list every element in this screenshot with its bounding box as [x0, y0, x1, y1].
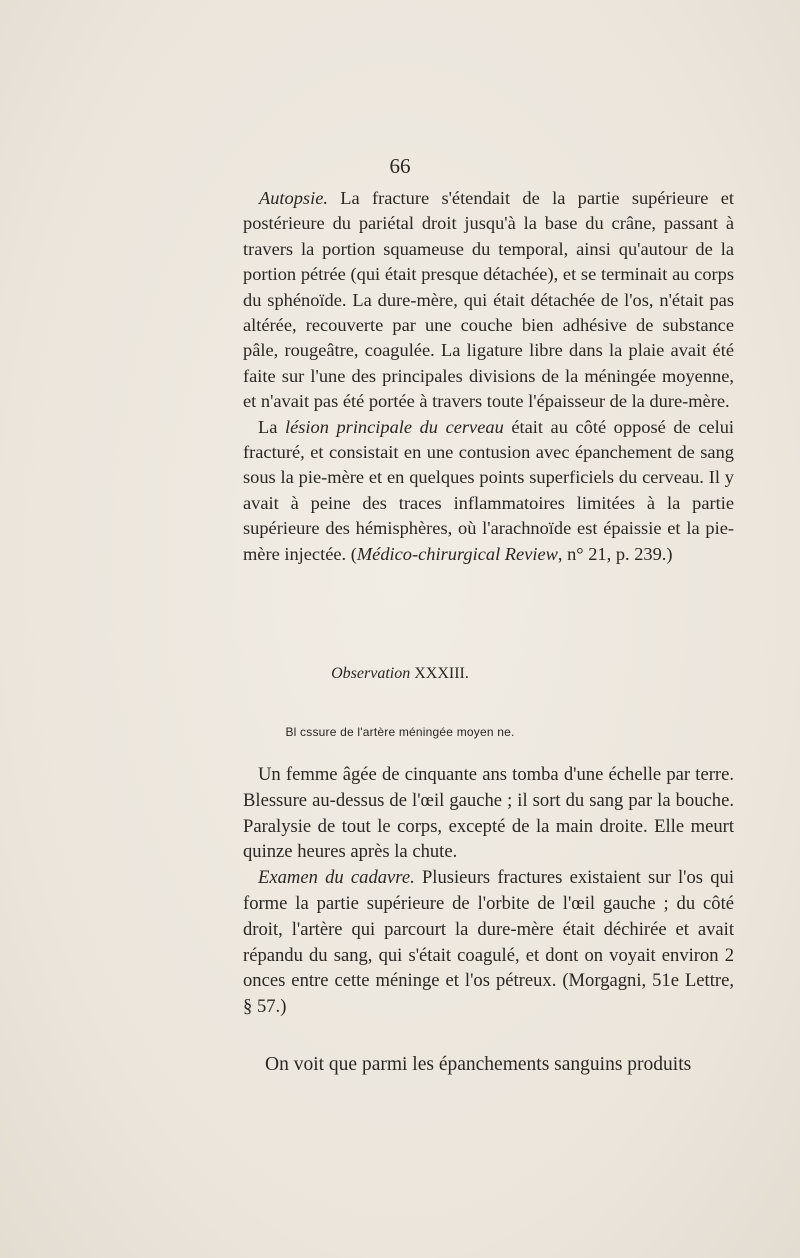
lesion-start: La [258, 416, 285, 437]
case-paragraph: Un femme âgée de cinquante ans tomba d'une échelle par terre. Blessure au-dessus de l'œil gauche ; il sort du sang par la bouche. Paralysie de tout le corps, excepté de la main droite. Elle meurt quinze heures après la chute. [243, 764, 734, 863]
lesion-text: était au côté opposé de celui fracturé, et consistait en une contusion avec épanchement de sang sous la pie-mère et en quelques points superficiels du cerveau. Il y avait à peine des traces inflammatoires limitées à la partie supérieure des hémisphères, où l'arachnoïde est épaissie et la pie-mère injectée. ( [243, 416, 735, 564]
page-number: 66 [389, 154, 411, 178]
exam-paragraph [243, 865, 734, 1020]
autopsy-lead: Autopsie. [259, 188, 328, 208]
lesion-lead: lésion principale du cerveau [284, 416, 504, 437]
autopsy-paragraph [243, 186, 734, 415]
lesion-paragraph [243, 415, 734, 567]
exam-lead: Examen du cadavre. [258, 867, 415, 889]
observation-label: Observation [331, 665, 411, 682]
source-ref: , n° 21, p. 239.) [557, 543, 673, 564]
exam-text: Plusieurs fractures existaient sur l'os qui forme la partie supérieure de l'orbite de l'œil gauche ; du côté droit, l'artère qui parcourt la dure-mère était déchirée et avait répandu du sang, qui s'était coagulé, et dont on voyait environ 2 onces entre cette méninge et l'os pétreux. (Morgagni, 51e Lettre, § 57.) [243, 867, 734, 1018]
observation-subtitle: Bl cssure de l'artère méningée moyen ne. [285, 725, 515, 739]
closing-line: On voit que parmi les épanchements sanguins produits [265, 1054, 692, 1075]
autopsy-section [243, 186, 734, 567]
observation-body [243, 762, 734, 1020]
autopsy-text: La fracture s'étendait de la partie supérieure et postérieure du pariétal droit jusqu'à la base du crâne, passant à travers la portion squameuse du temporal, ainsi qu'autour de la portion pétrée (qui était presque détachée), et se terminait au corps du sphénoïde. La dure-mère, qui était détachée de l'os, n'était pas altérée, recouverte par une couche bien adhésive de substance pâle, rougeâtre, coagulée. La ligature libre dans la plaie avait été faite sur l'une des principales divisions de la méningée moyenne, et n'avait pas été portée à travers toute l'épaisseur de la dure-mère. [243, 188, 734, 412]
observation-numeral: XXXIII. [414, 665, 469, 682]
source-title: Médico-chirurgical Review [356, 543, 558, 564]
observation-heading [0, 665, 800, 683]
